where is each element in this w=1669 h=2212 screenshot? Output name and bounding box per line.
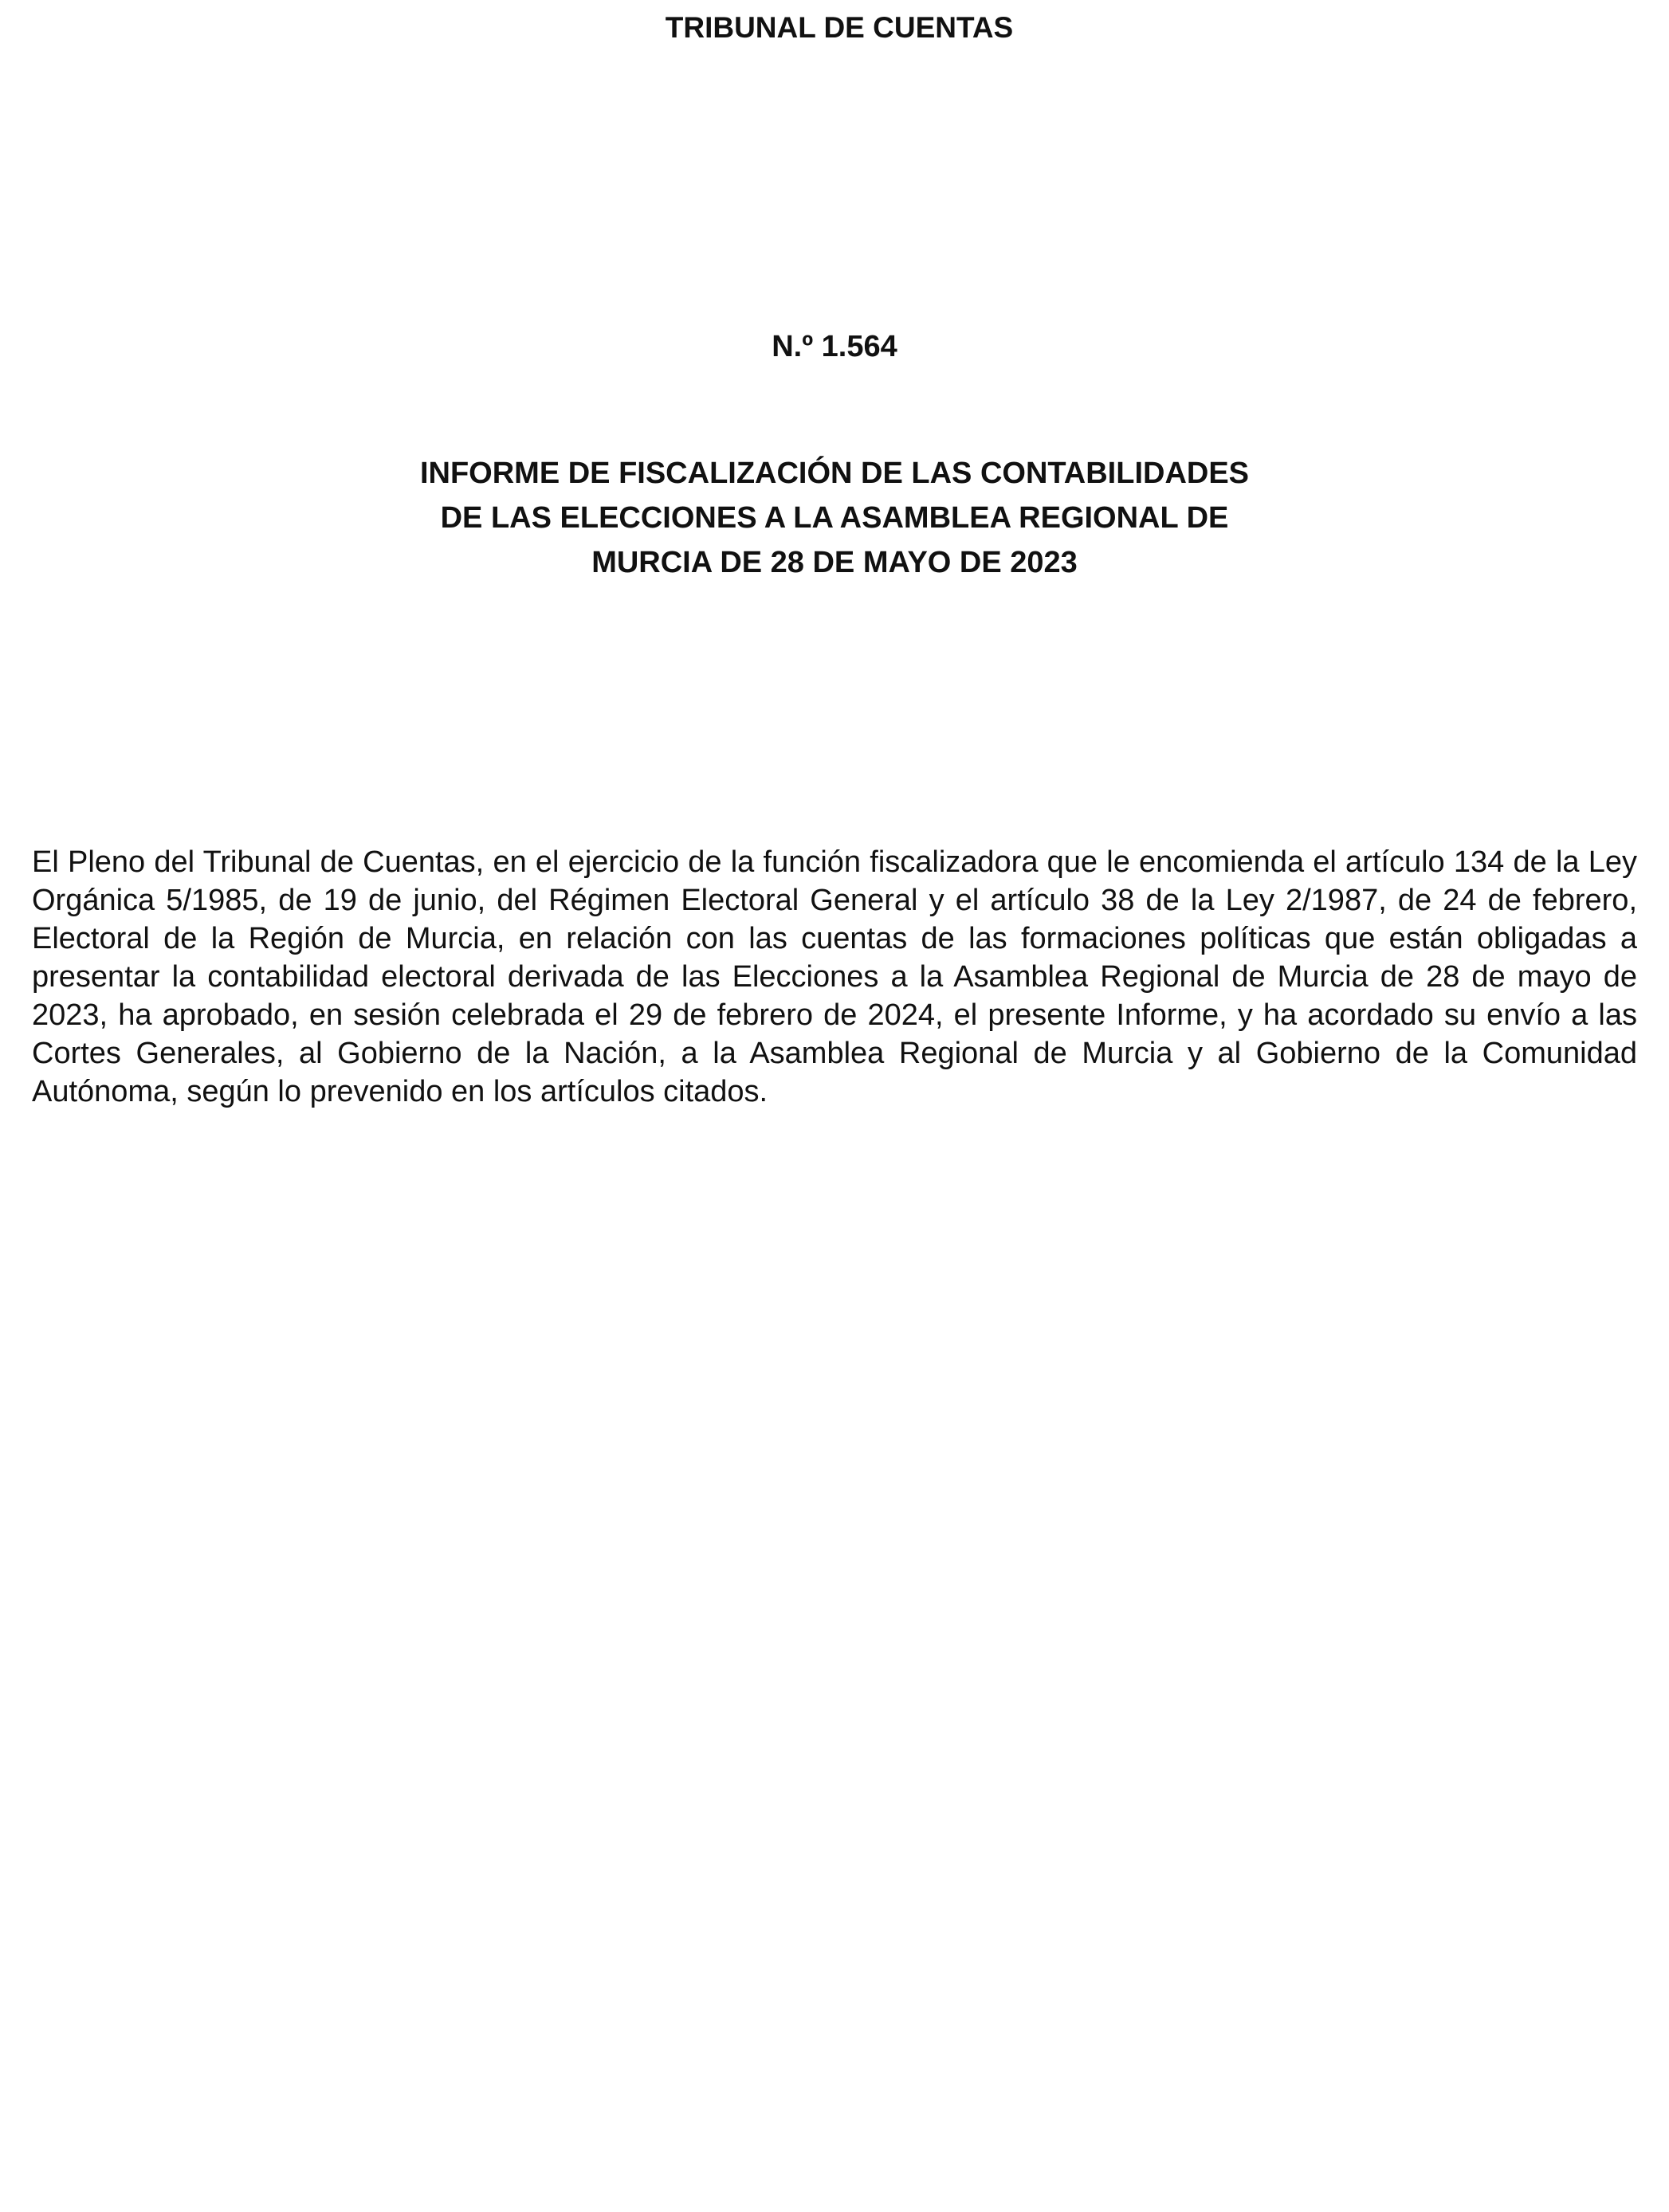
report-number: N.º 1.564 [772, 330, 897, 363]
report-title-line-3: MURCIA DE 28 DE MAYO DE 2023 [591, 546, 1078, 579]
report-title-line-2: DE LAS ELECCIONES A LA ASAMBLEA REGIONAL DE [440, 501, 1229, 535]
report-title-line-1: INFORME DE FISCALIZACIÓN DE LAS CONTABILIDADES [419, 457, 1250, 490]
approval-paragraph: El Pleno del Tribunal de Cuentas, en el ejercicio de la función fiscalizadora que le encomienda el artículo 134 de la Ley Orgánica 5/1985, de 19 de junio, del Régimen Electoral General y el artículo 38 de la Ley 2/1987, de 24 de febrero, Electoral de la Región de Murcia, en relación con las cuentas de las formaciones políticas que están obligadas a presentar la contabilidad electoral derivada de las Elecciones a la Asamblea Regional de Murcia de 28 de mayo de 2023, ha aprobado, en sesión celebrada el 29 de febrero de 2024, el presente Informe, y ha acordado su envío a las Cortes Generales, al Gobierno de la Nación, a la Asamblea Regional de Murcia y al Gobierno de la Comunidad Autónoma, según lo prevenido en los artículos citados. [32, 845, 1637, 1108]
institution-title: TRIBUNAL DE CUENTAS [665, 11, 1014, 44]
report-title [0, 451, 1669, 585]
page-header [0, 8, 1669, 48]
